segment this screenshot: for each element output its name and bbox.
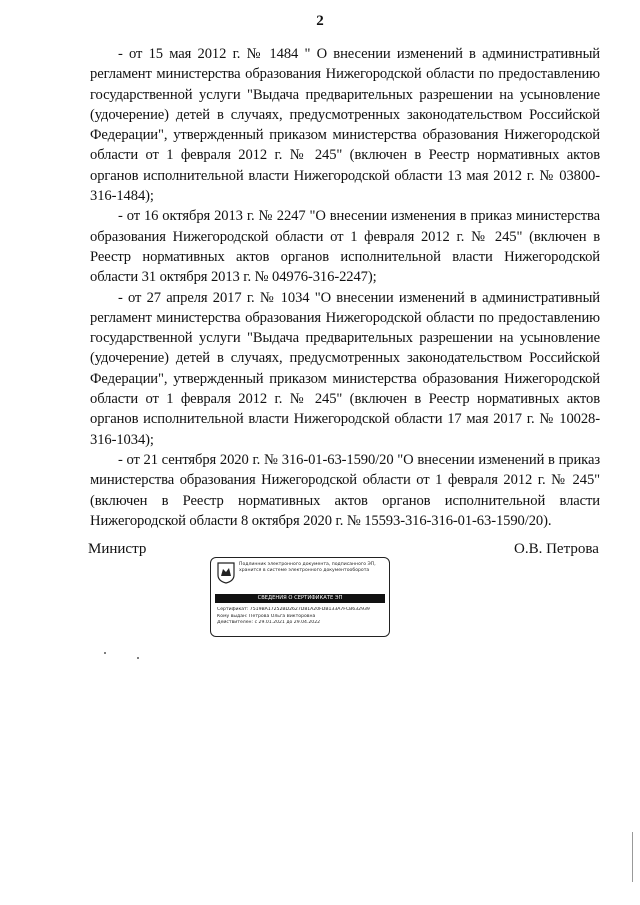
signer-name: О.В. Петрова [514,541,599,557]
stamp-header: СВЕДЕНИЯ О СЕРТИФИКАТЕ ЭП [215,594,385,603]
certificate-validity: Действителен: с 29.01.2021 до 29.04.2022 [217,620,321,625]
signature-block [0,541,640,661]
order-list-item: - от 16 октября 2013 г. № 2247 "О внесении изменения в приказ министерства образования Нижегородской области от 1 февраля 2012 г. № 245" (включен в Реестр нормативных актов органов исполнительной власти Нижегородской области 31 октября 2013 г. № 04976-316-2247); [90,208,600,286]
scan-speck [137,657,139,659]
document-body [90,44,600,531]
order-list-item: - от 15 мая 2012 г. № 1484 " О внесении изменений в административный регламент министерства образования Нижегородской области по предоставлению государственной услуги "Выдача предварительных разрешении на усыновление (удочерение) детей в случаях, предусмотренных законодательством Российской Федерации", утвержденный приказом министерства образования Нижегородской области от 1 февраля 2012 г. № 245" (включен в Реестр нормативных актов органов исполнительной власти Нижегородской области 13 мая 2012 г. № 03800-316-1484); [90,46,600,205]
scan-speck [104,652,106,654]
electronic-signature-stamp [210,557,390,637]
certificate-details [217,607,383,627]
scan-speck [632,832,633,882]
coat-of-arms-icon [217,562,235,584]
certificate-number: Сертификат: 7519BA17252BD2627D81A20FDB133A7FCB632939 [217,607,370,612]
signer-position: Министр [88,541,147,557]
page-number: 2 [316,13,324,29]
certificate-owner: Кому выдан: Петрова Ольга Викторовна [217,613,316,619]
order-list-item: - от 21 сентября 2020 г. № 316-01-63-1590/20 "О внесении изменений в приказ министерства образования Нижегородской области от 1 февраля 2012 г. № 245" (включен в Реестр нормативных актов органов исполнительной власти Нижегородской области 8 октября 2020 г. № 15593-316-316-01-63-1590/20). [90,451,600,529]
stamp-notice: Подлинник электронного документа, подписанного ЭП, хранится в системе электронного документооборота [239,562,376,573]
order-list-item: - от 27 апреля 2017 г. № 1034 "О внесении изменений в административный регламент министерства образования Нижегородской области по предоставлению государственной услуги "Выдача предварительных разрешении на усыновление (удочерение) детей в случаях, предусмотренных законодательством Российской Федерации", утвержденный приказом министерства образования Нижегородской области от 1 февраля 2012 г. № 245" (включен в Реестр нормативных актов органов исполнительной власти Нижегородской области 17 мая 2017 г. № 10028-316-1034); [90,289,600,448]
